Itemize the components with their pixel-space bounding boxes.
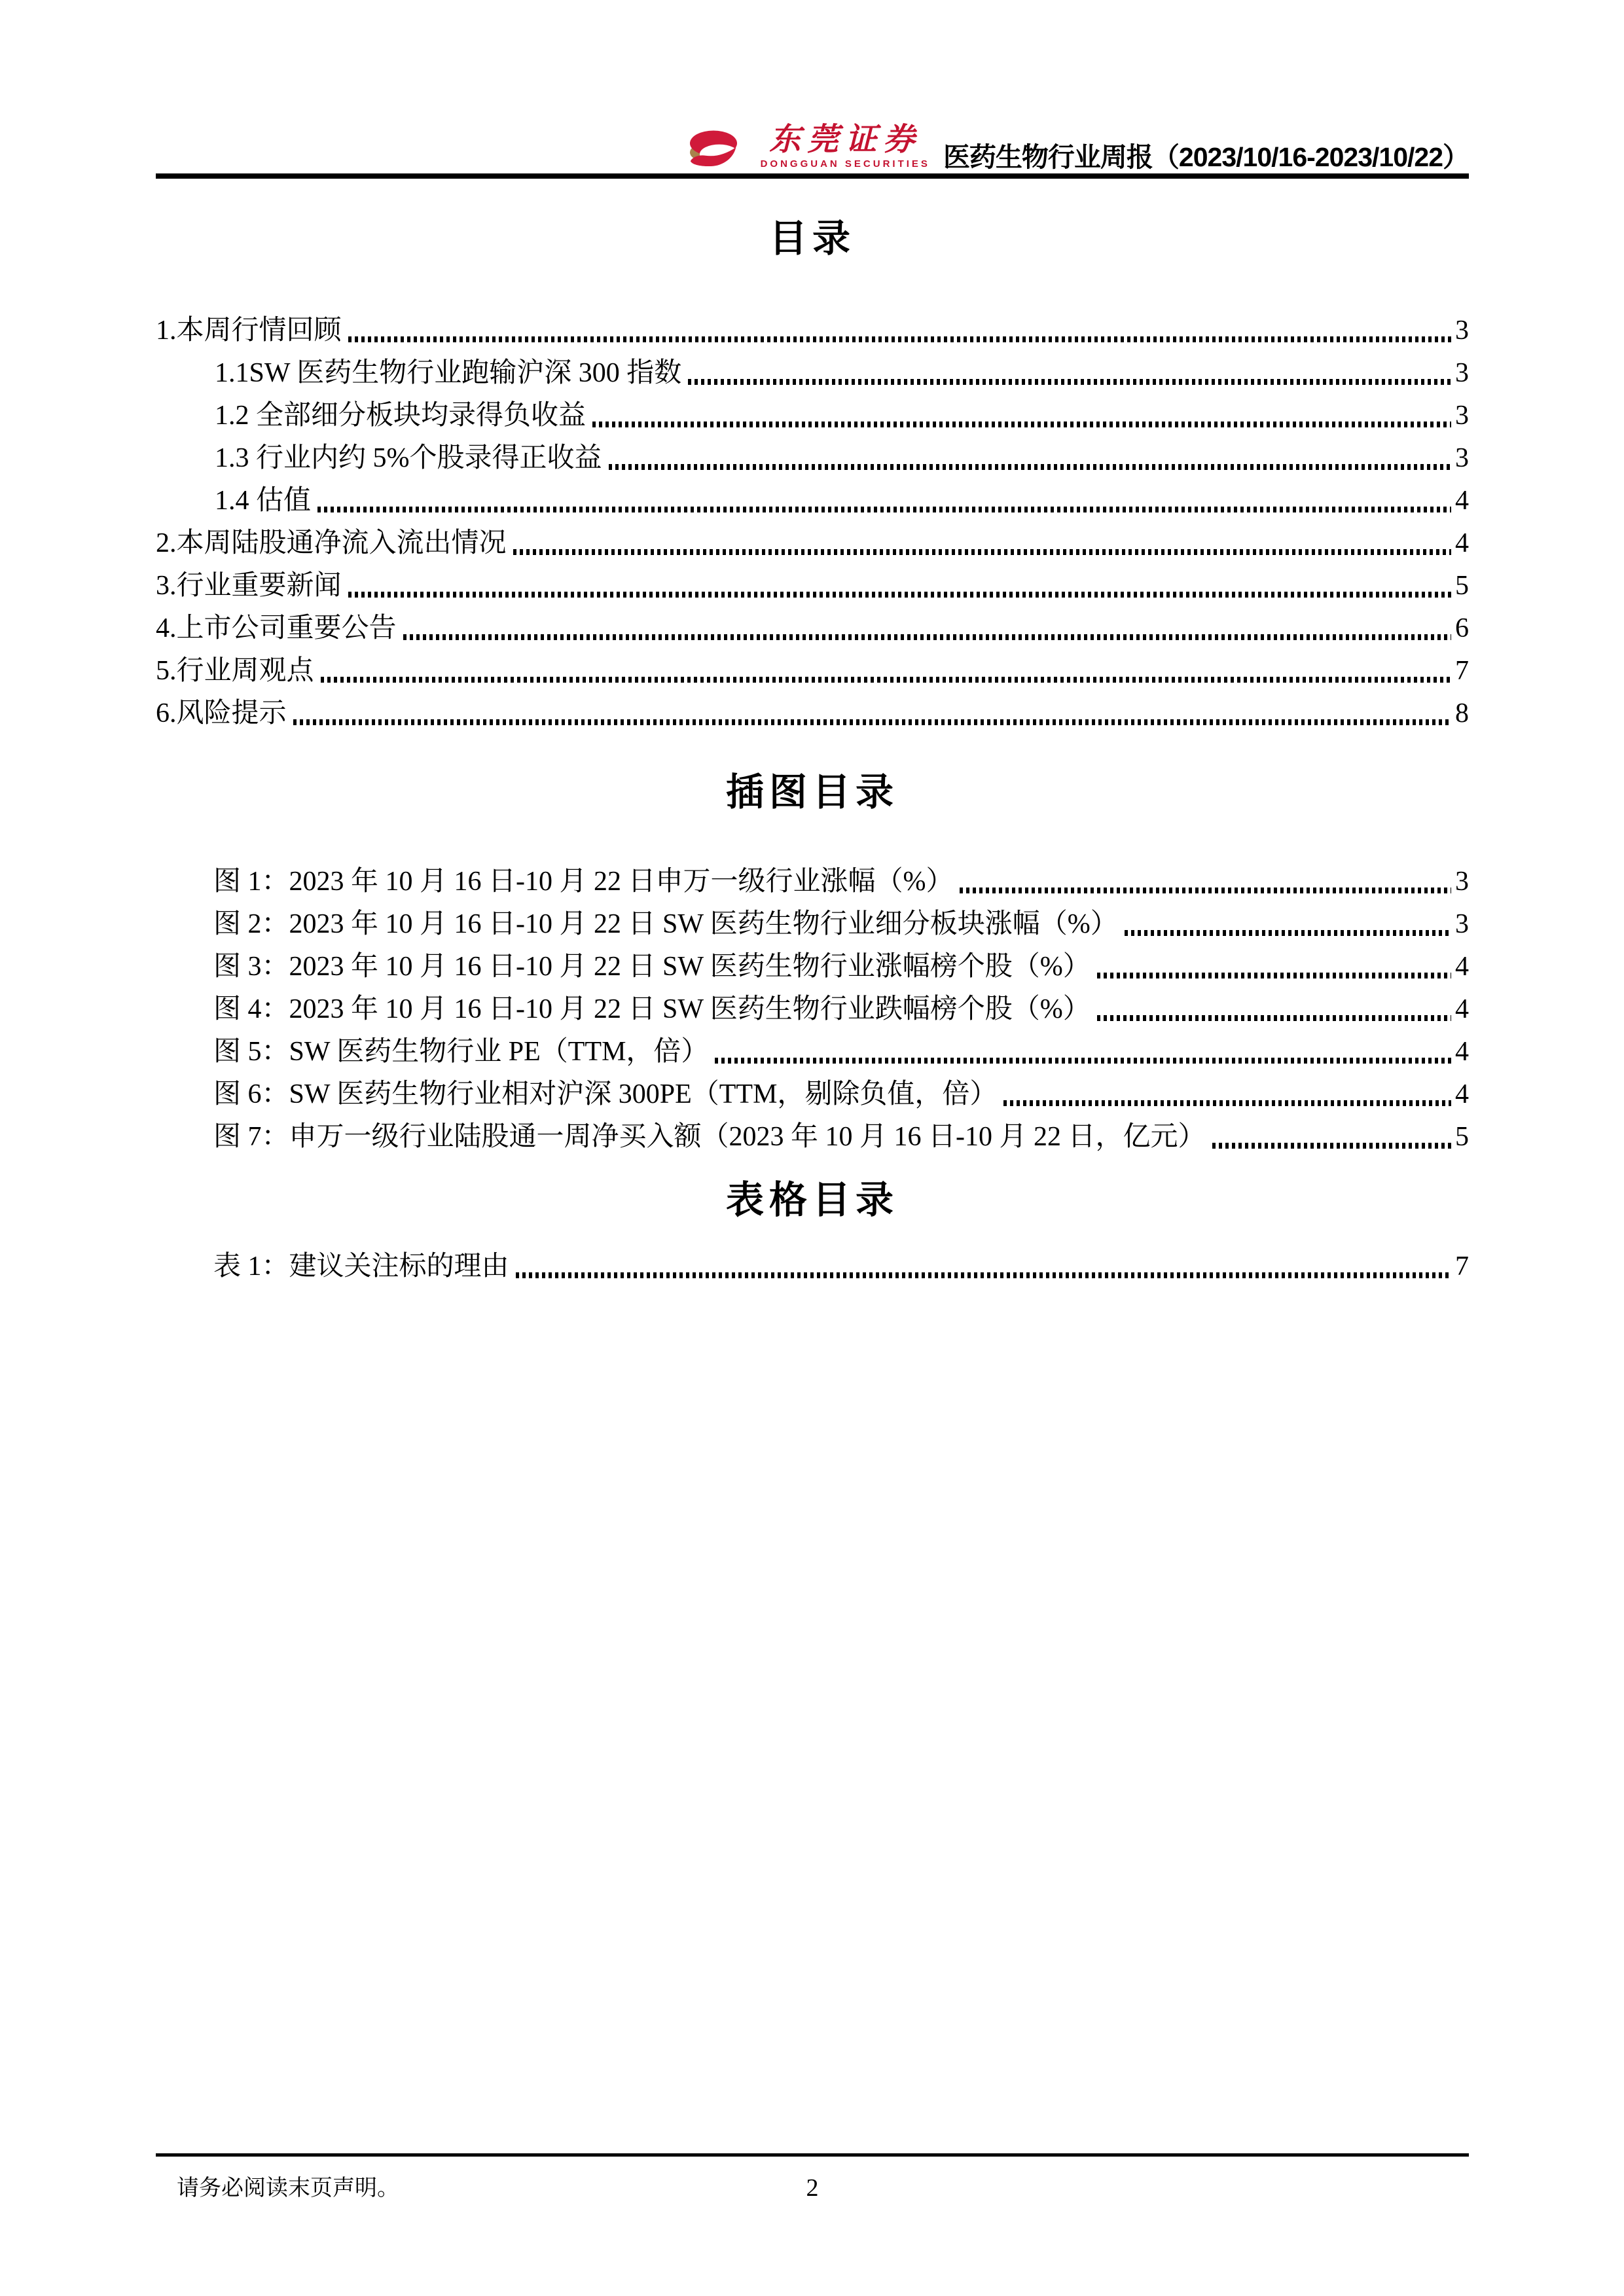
figure-entry[interactable]	[156, 1028, 1469, 1070]
toc-entry[interactable]	[156, 391, 1469, 434]
toc-entry-label: 1.1SW 医药生物行业跑输沪深 300 指数	[215, 358, 682, 388]
toc-entry[interactable]	[156, 647, 1469, 689]
toc-entry[interactable]	[156, 434, 1469, 476]
toc-entry[interactable]	[156, 562, 1469, 604]
dot-leader	[348, 592, 1451, 598]
table-entry-page: 7	[1455, 1251, 1469, 1282]
figure-entry-page: 4	[1455, 994, 1469, 1024]
dot-leader	[1003, 1100, 1451, 1106]
brand-name-cn: 东莞证券	[769, 122, 922, 157]
dot-leader	[317, 507, 1451, 512]
toc-entry-label: 1.4 估值	[215, 486, 312, 516]
figure-entry-page: 4	[1455, 1037, 1469, 1067]
dot-leader	[516, 1272, 1451, 1278]
figure-entry-label: 图 2：2023 年 10 月 16 日-10 月 22 日 SW 医药生物行业细分板块涨幅（%）	[213, 909, 1118, 939]
table-list-title: 表格目录	[725, 1179, 899, 1221]
toc-entry-page: 3	[1455, 443, 1469, 473]
figure-entry[interactable]	[156, 900, 1469, 942]
dot-leader	[960, 888, 1451, 893]
figure-entry[interactable]	[156, 857, 1469, 900]
toc-entry-label: 4.上市公司重要公告	[156, 613, 397, 643]
toc-entry-page: 4	[1455, 486, 1469, 516]
toc-entry-page: 3	[1455, 401, 1469, 431]
toc-entry-page: 5	[1455, 571, 1469, 601]
toc-entry[interactable]	[156, 689, 1469, 732]
toc-entry-label: 6.风险提示	[156, 698, 287, 728]
figure-entry[interactable]	[156, 1113, 1469, 1155]
page-number: 2	[806, 2174, 819, 2202]
table-entry-label: 表 1：建议关注标的理由	[213, 1251, 509, 1282]
dot-leader	[715, 1058, 1451, 1064]
dot-leader	[403, 634, 1451, 640]
figure-entry[interactable]	[156, 1070, 1469, 1113]
dot-leader	[592, 422, 1451, 427]
dot-leader	[293, 719, 1451, 725]
toc-entry-label: 1.本周行情回顾	[156, 315, 342, 346]
figure-entry-label: 图 1：2023 年 10 月 16 日-10 月 22 日申万一级行业涨幅（%）	[213, 867, 954, 897]
figure-entry-page: 3	[1455, 909, 1469, 939]
toc-entry-label: 3.行业重要新闻	[156, 571, 342, 601]
dot-leader	[321, 677, 1451, 683]
toc-entry-page: 8	[1455, 698, 1469, 728]
figure-entry-label: 图 7：申万一级行业陆股通一周净买入额（2023 年 10 月 16 日-10 月 22 日，亿元）	[213, 1122, 1206, 1152]
brand-name-en: DONGGUAN SECURITIES	[760, 158, 930, 170]
figure-entry-label: 图 6：SW 医药生物行业相对沪深 300PE（TTM，剔除负值，倍）	[213, 1079, 998, 1109]
table-list	[156, 1242, 1469, 1285]
toc-entry-page: 7	[1455, 656, 1469, 686]
dot-leader	[1097, 1015, 1451, 1021]
toc-entry-page: 3	[1455, 315, 1469, 346]
figure-entry-page: 3	[1455, 867, 1469, 897]
figure-entry-page: 5	[1455, 1122, 1469, 1152]
toc-entry[interactable]	[156, 476, 1469, 519]
toc-entry[interactable]	[156, 604, 1469, 647]
toc-entry[interactable]	[156, 349, 1469, 391]
dot-leader	[1097, 973, 1451, 978]
table-entry[interactable]	[156, 1242, 1469, 1285]
page-footer	[156, 2153, 1469, 2202]
toc-entry-page: 3	[1455, 358, 1469, 388]
footer-disclaimer: 请务必阅读末页声明。	[177, 2176, 399, 2200]
dot-leader	[1125, 930, 1451, 936]
dot-leader	[609, 464, 1452, 470]
figure-entry-label: 图 5：SW 医药生物行业 PE（TTM，倍）	[213, 1037, 709, 1067]
toc-entry-label: 2.本周陆股通净流入流出情况	[156, 528, 507, 558]
report-title: 医药生物行业周报（2023/10/16-2023/10/22）	[943, 142, 1469, 172]
toc-entry[interactable]	[156, 306, 1469, 349]
figure-entry-page: 4	[1455, 1079, 1469, 1109]
toc-entry-label: 5.行业周观点	[156, 656, 314, 686]
dot-leader	[348, 336, 1451, 342]
toc-entry-label: 1.2 全部细分板块均录得负收益	[215, 401, 586, 431]
dot-leader	[688, 379, 1451, 385]
toc-entry-page: 6	[1455, 613, 1469, 643]
toc-entry[interactable]	[156, 519, 1469, 562]
figure-entry-label: 图 3：2023 年 10 月 16 日-10 月 22 日 SW 医药生物行业涨幅榜个股（%）	[213, 952, 1091, 982]
figure-list-title: 插图目录	[725, 771, 899, 814]
dot-leader	[1212, 1143, 1452, 1149]
figure-entry[interactable]	[156, 985, 1469, 1028]
dot-leader	[513, 549, 1451, 555]
figure-list	[156, 857, 1469, 1155]
figure-entry-label: 图 4：2023 年 10 月 16 日-10 月 22 日 SW 医药生物行业跌幅榜个股（%）	[213, 994, 1091, 1024]
toc-entry-page: 4	[1455, 528, 1469, 558]
toc-entry-label: 1.3 行业内约 5%个股录得正收益	[215, 443, 602, 473]
figure-entry[interactable]	[156, 942, 1469, 985]
figure-entry-page: 4	[1455, 952, 1469, 982]
page-body	[156, 0, 1469, 2296]
toc-list	[156, 306, 1469, 732]
toc-title: 目录	[768, 217, 856, 260]
